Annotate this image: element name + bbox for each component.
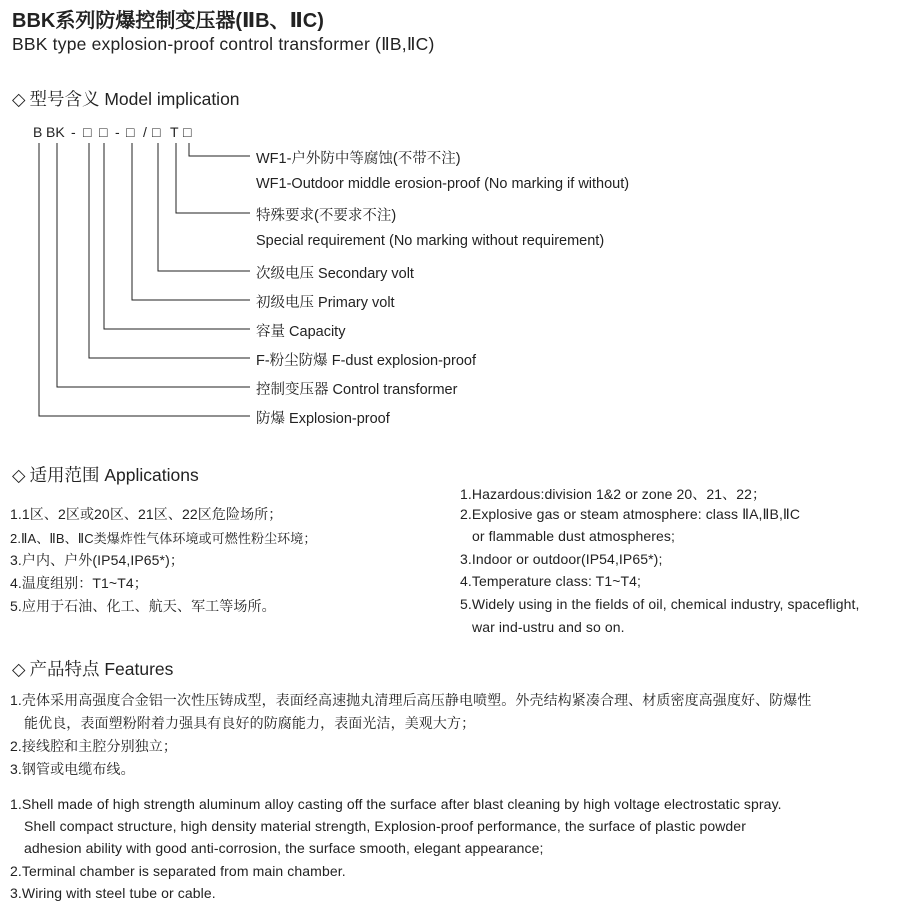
app-en-item-5-cont: war ind-ustru and so on. — [472, 619, 625, 635]
label-special-cn: 特殊要求(不要求不注) — [256, 208, 397, 224]
app-en-item-5: 5.Widely using in the fields of oil, chemical industry, spaceflight, — [460, 596, 860, 612]
label-control-transformer: 控制变压器 Control transformer — [256, 382, 458, 398]
code-char-dash2: - — [115, 124, 120, 140]
line-wf1 — [189, 143, 250, 156]
code-char-b: B — [33, 124, 43, 140]
app-cn-item-4: 4.温度组别：T1~T4； — [10, 575, 148, 591]
app-en-item-1: 1.Hazardous:division 1&2 or zone 20、21、22； — [460, 486, 767, 502]
label-special-en: Special requirement (No marking without requirement) — [256, 233, 605, 249]
code-char-t: T — [170, 124, 179, 140]
app-en-item-2-cont: or flammable dust atmospheres; — [472, 528, 675, 544]
feat-en-item-1: 1.Shell made of high strength aluminum alloy casting off the surface after blast cleaning by high voltage electrostatic spray. — [10, 796, 782, 812]
label-explosion-proof: 防爆 Explosion-proof — [256, 411, 390, 427]
app-en-item-2: 2.Explosive gas or steam atmosphere: class ⅡA,ⅡB,ⅡC — [460, 506, 801, 522]
code-char-dash1: - — [71, 124, 76, 140]
label-capacity: 容量 Capacity — [256, 324, 346, 340]
label-wf1-en: WF1-Outdoor middle erosion-proof (No marking if without) — [256, 176, 630, 192]
line-secondary-volt — [158, 143, 250, 271]
applications-heading-text: 适用范围 Applications — [29, 465, 199, 485]
feat-en-item-3: 3.Wiring with steel tube or cable. — [10, 885, 216, 901]
label-secondary-volt: 次级电压 Secondary volt — [256, 266, 414, 282]
code-box-4: □ — [152, 124, 161, 140]
label-wf1-cn: WF1-户外防中等腐蚀(不带不注) — [256, 151, 461, 167]
code-box-3: □ — [126, 124, 135, 140]
feat-cn-item-1: 1.壳体采用高强度合金铝一次性压铸成型，表面经高速抛丸清理后高压静电喷塑。外壳结构紧凑合理、材质密度高强度好、防爆性 — [10, 692, 812, 708]
diamond-icon: ◇ — [12, 465, 26, 485]
feat-en-item-1-cont-a: Shell compact structure, high density material strength, Explosion-proof performance, the surface of plastic powder — [24, 818, 746, 834]
feat-en-item-1-cont-b: adhesion ability with good anti-corrosion, the surface smooth, elegant appearance; — [24, 840, 544, 856]
line-f-dust — [89, 143, 250, 358]
code-box-1: □ — [83, 124, 92, 140]
code-box-5: □ — [183, 124, 192, 140]
app-cn-item-1: 1.1区、2区或20区、21区、22区危险场所； — [10, 506, 283, 522]
feat-en-item-2: 2.Terminal chamber is separated from main chamber. — [10, 863, 346, 879]
line-primary-volt — [132, 143, 250, 300]
line-explosion-proof — [39, 143, 250, 416]
model-heading-text: 型号含义 Model implication — [29, 89, 240, 109]
app-cn-item-3: 3.户内、户外(IP54,IP65*)； — [10, 552, 184, 568]
applications-section-heading — [12, 462, 199, 487]
features-section-heading — [12, 656, 173, 681]
features-heading-text: 产品特点 Features — [29, 659, 174, 679]
feat-cn-item-3: 3.钢管或电缆布线。 — [10, 761, 135, 777]
line-control-transformer — [57, 143, 250, 387]
diamond-icon: ◇ — [12, 659, 26, 679]
line-special-requirement — [176, 143, 250, 213]
code-char-slash: / — [143, 124, 147, 140]
page-subtitle: BBK type explosion-proof control transformer (ⅡB,ⅡC) — [12, 34, 435, 54]
code-box-2: □ — [99, 124, 108, 140]
app-en-item-4: 4.Temperature class: T1~T4; — [460, 573, 642, 589]
label-f-dust: F-粉尘防爆 F-dust explosion-proof — [256, 353, 476, 369]
app-en-item-3: 3.Indoor or outdoor(IP54,IP65*); — [460, 551, 663, 567]
feat-cn-item-1-cont: 能优良，表面塑粉附着力强具有良好的防腐能力，表面光洁，美观大方； — [24, 715, 476, 731]
page-title: BBK系列防爆控制变压器(ⅡB、ⅡC) — [12, 10, 324, 32]
code-char-bk: BK — [46, 124, 65, 140]
diamond-icon: ◇ — [12, 89, 26, 109]
app-cn-item-2: 2.ⅡA、ⅡB、ⅡC类爆炸性气体环境或可燃性粉尘环境； — [10, 531, 317, 546]
label-primary-volt: 初级电压 Primary volt — [256, 295, 395, 311]
feat-cn-item-2: 2.接线腔和主腔分别独立； — [10, 738, 177, 754]
line-capacity — [104, 143, 250, 329]
app-cn-item-5: 5.应用于石油、化工、航天、军工等场所。 — [10, 598, 276, 614]
